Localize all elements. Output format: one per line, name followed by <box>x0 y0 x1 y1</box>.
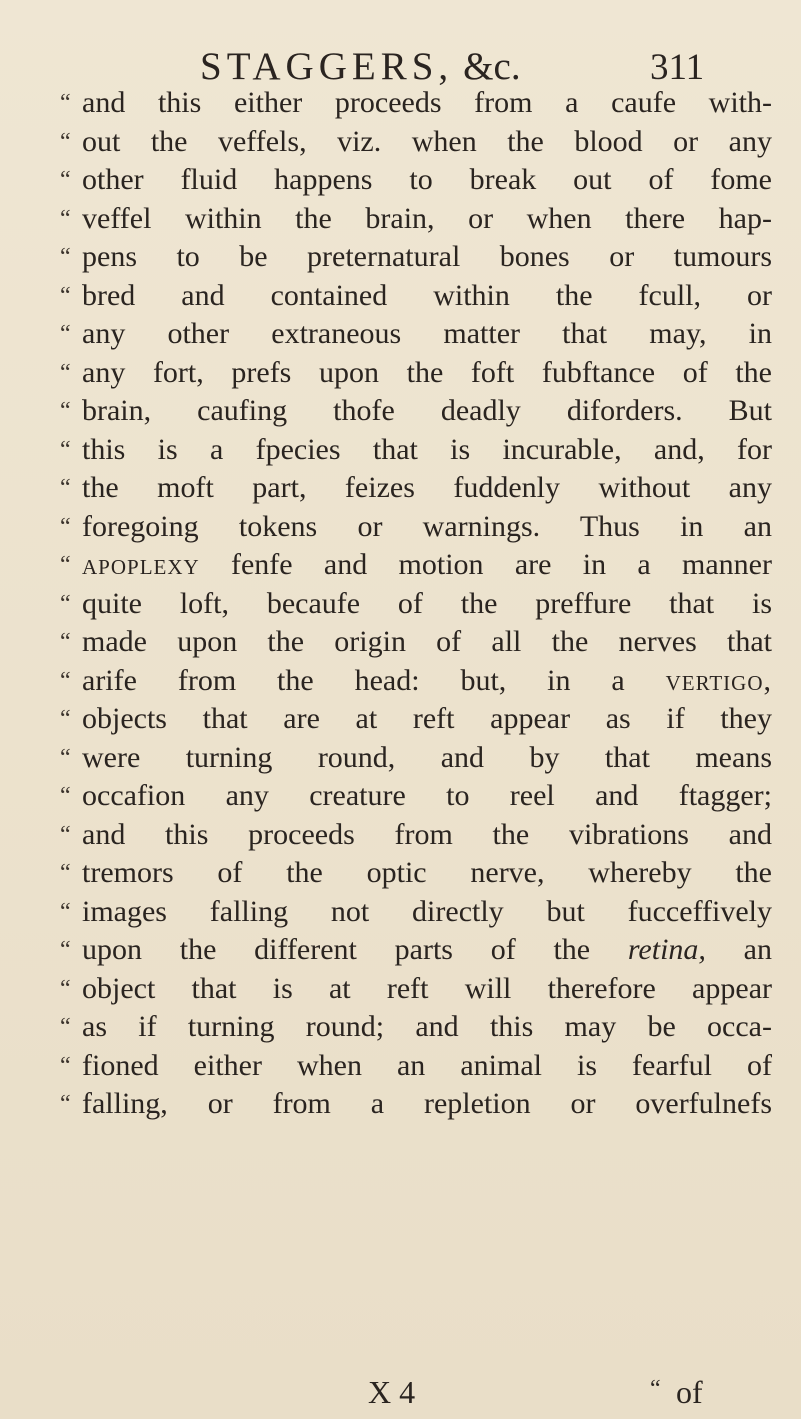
line-text <box>82 508 772 547</box>
text-line <box>60 931 772 970</box>
text-segment: the moft part, feizes fuddenly without any <box>82 471 772 504</box>
quote-mark: “ <box>60 783 71 809</box>
text-line <box>60 816 772 855</box>
text-segment: tremors of the optic nerve, whereby the <box>82 856 772 889</box>
quote-mark: “ <box>60 590 71 617</box>
line-text <box>82 84 772 123</box>
text-line <box>60 623 772 662</box>
quote-mark: “ <box>60 898 71 925</box>
text-line <box>60 161 772 200</box>
text-segment: any fort, prefs upon the foft fubftance of the <box>82 355 772 389</box>
text-segment: fenfe and motion are in a manner <box>199 548 772 581</box>
text-line <box>60 700 772 739</box>
text-segment: veffel within the brain, or when there hap- <box>82 201 772 235</box>
catchword: of <box>676 1374 703 1410</box>
text-line <box>60 354 772 393</box>
text-line <box>60 392 772 431</box>
line-text <box>82 431 772 470</box>
quote-mark: “ <box>60 860 71 886</box>
quote-mark: “ <box>60 359 71 386</box>
quote-mark: “ <box>60 552 71 578</box>
text-segment: an <box>705 933 772 966</box>
text-segment: brain, caufing thofe deadly diforders. But <box>82 394 772 427</box>
text-line <box>60 1008 772 1047</box>
line-text <box>82 123 772 162</box>
text-segment: as if turning round; and this may be occa- <box>82 1010 772 1043</box>
line-text <box>82 777 772 816</box>
quote-mark: “ <box>60 667 71 694</box>
text-segment: other fluid happens to break out of fome <box>82 163 772 196</box>
text-line <box>60 431 772 470</box>
text-line <box>60 546 772 585</box>
quote-mark: “ <box>60 975 71 1002</box>
line-text <box>82 700 772 739</box>
line-text <box>82 200 772 239</box>
quote-mark: “ <box>60 629 71 655</box>
text-line <box>60 854 772 893</box>
text-segment: upon the different parts of the <box>82 933 628 966</box>
text-segment: and this either proceeds from a caufe with- <box>82 86 772 119</box>
text-line <box>60 238 772 277</box>
line-text <box>82 1008 772 1047</box>
line-text <box>82 970 772 1009</box>
text-segment: occafion any creature to reel and ftagger; <box>82 779 772 812</box>
line-text <box>82 161 772 200</box>
quote-mark: “ <box>60 744 71 771</box>
line-text <box>82 854 772 893</box>
text-segment: quite loft, becaufe of the preffure that is <box>82 586 772 620</box>
text-segment: images falling not directly but fucceffively <box>82 894 772 928</box>
text-segment: were turning round, and by that means <box>82 740 772 774</box>
quote-mark: “ <box>60 1014 71 1040</box>
quote-mark: “ <box>60 398 71 424</box>
text-segment: arife from the head: but, in a <box>82 663 666 697</box>
text-segment: this is a fpecies that is incurable, and, for <box>82 432 772 466</box>
line-text <box>82 238 772 277</box>
text-line <box>60 1047 772 1086</box>
line-text <box>82 623 772 662</box>
text-segment: vertigo, <box>665 663 772 697</box>
text-segment: retina, <box>627 933 706 966</box>
page-number: 311 <box>650 47 705 88</box>
text-line <box>60 777 772 816</box>
line-text <box>82 816 772 855</box>
quote-mark: “ <box>60 436 71 463</box>
quote-mark: “ <box>60 937 71 963</box>
text-line <box>60 277 772 316</box>
running-title-suffix: &c. <box>463 45 521 88</box>
text-line <box>60 123 772 162</box>
text-segment: and this proceeds from the vibrations and <box>82 817 772 851</box>
text-segment: objects that are at reft appear as if they <box>82 702 772 735</box>
line-text <box>82 354 772 393</box>
text-line <box>60 508 772 547</box>
text-line <box>60 315 772 354</box>
text-segment: foregoing tokens or warnings. Thus in an <box>82 509 772 543</box>
line-text <box>82 585 772 624</box>
text-line <box>60 739 772 778</box>
text-line <box>60 662 772 701</box>
quote-mark: “ <box>60 821 71 848</box>
line-text <box>82 931 772 970</box>
text-segment: any other extraneous matter that may, in <box>82 317 772 350</box>
text-line <box>60 970 772 1009</box>
line-text <box>82 1085 772 1124</box>
line-text <box>82 546 772 585</box>
line-text <box>82 662 772 701</box>
text-segment: made upon the origin of all the nerves that <box>82 625 772 658</box>
line-text <box>82 893 772 932</box>
body-text <box>60 84 772 1124</box>
quote-mark: “ <box>60 282 71 309</box>
quote-mark: “ <box>60 513 71 540</box>
running-title <box>200 44 521 89</box>
quote-mark: “ <box>60 205 71 232</box>
text-line <box>60 585 772 624</box>
text-segment: bred and contained within the fcull, or <box>82 278 772 312</box>
running-title-text: STAGGERS, <box>200 45 454 88</box>
quote-mark: “ <box>60 128 71 155</box>
quote-mark: “ <box>60 90 71 116</box>
quote-mark: “ <box>60 706 71 732</box>
signature-mark: X 4 <box>368 1374 416 1410</box>
quote-mark: “ <box>60 321 71 347</box>
line-text <box>82 739 772 778</box>
text-segment: fioned either when an animal is fearful of <box>82 1048 772 1082</box>
quote-mark: “ <box>60 1091 71 1117</box>
text-line <box>60 84 772 123</box>
line-text <box>82 469 772 508</box>
line-text <box>82 392 772 431</box>
quote-mark: “ <box>60 1052 71 1079</box>
text-segment: out the veffels, viz. when the blood or any <box>82 124 772 158</box>
text-segment: apoplexy <box>82 548 200 581</box>
text-line <box>60 200 772 239</box>
page-footer <box>0 1374 801 1414</box>
line-text <box>82 1047 772 1086</box>
quote-mark: “ <box>60 475 71 501</box>
text-segment: falling, or from a repletion or overfulnefs <box>82 1087 772 1120</box>
text-segment: object that is at reft will therefore appear <box>82 971 772 1005</box>
text-line <box>60 893 772 932</box>
text-line <box>60 469 772 508</box>
line-text <box>82 315 772 354</box>
line-text <box>82 277 772 316</box>
text-segment: pens to be preternatural bones or tumours <box>82 240 772 273</box>
catchword-quote-mark: “ <box>650 1376 661 1402</box>
text-line <box>60 1085 772 1124</box>
quote-mark: “ <box>60 244 71 270</box>
quote-mark: “ <box>60 167 71 193</box>
